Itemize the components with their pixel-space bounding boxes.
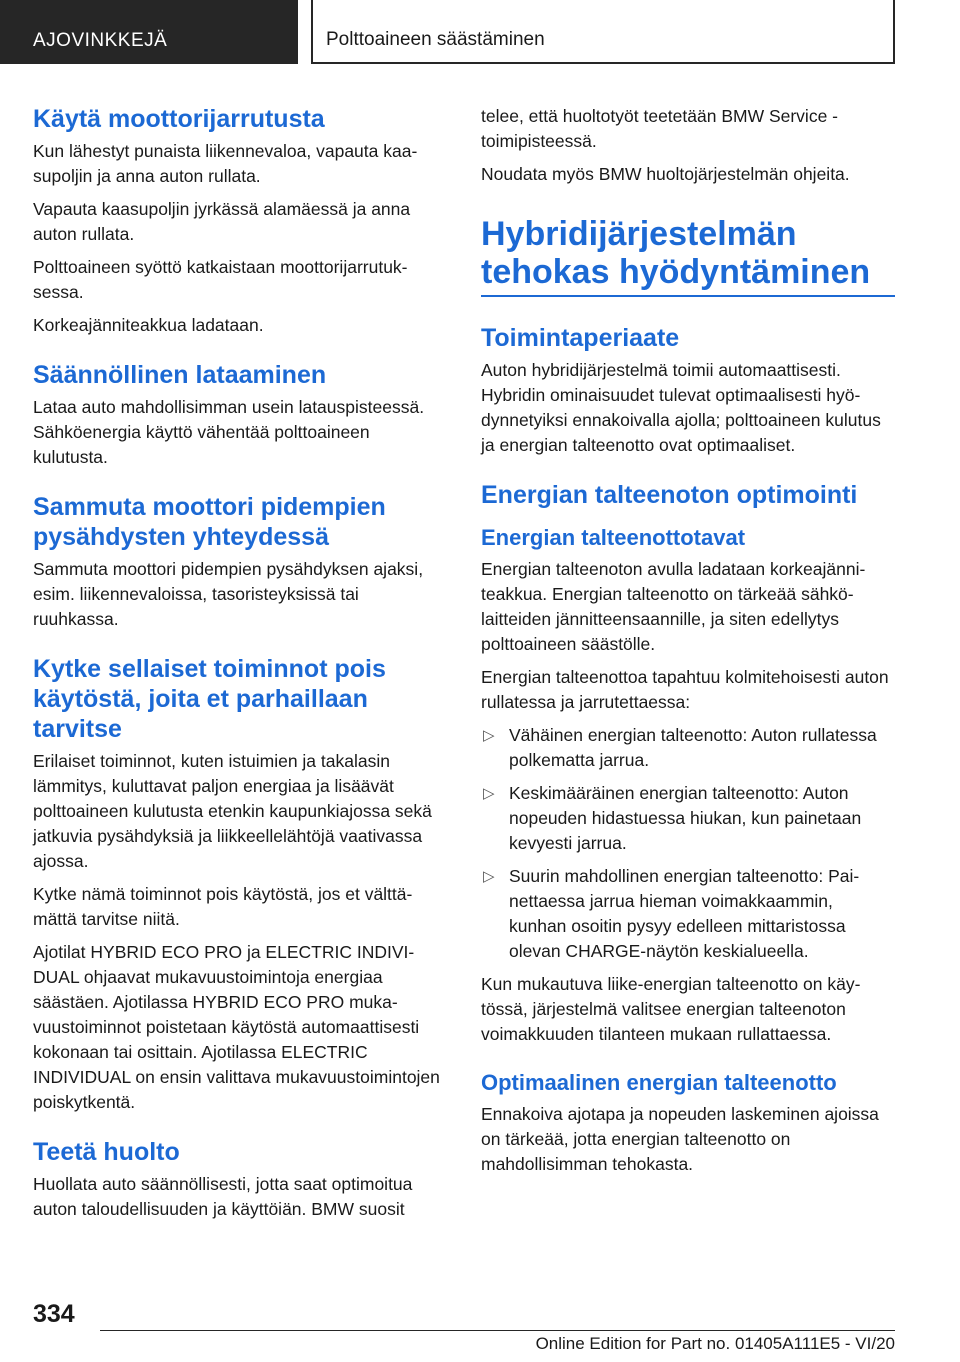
triangle-bullet-icon: ▷ [483, 785, 495, 802]
paragraph: Erilaiset toiminnot, kuten istuimien ja takalasin lämmitys, kuluttavat paljon energiaa ja lisäävät polttoaineen kulutusta etenkin kaupunkiajossa sekä jatkuvia pysähdyksiä ja liikkeellelähtöjä vaativassa ajossa. [33, 751, 432, 871]
edition-text: Online Edition for Part no. 01405A111E5 - VI/20 [535, 1334, 895, 1353]
paragraph: Vapauta kaasupoljin jyrkässä alamäessä ja anna auton rullata. [33, 199, 411, 244]
chapter-divider [481, 295, 895, 297]
section-tab: AJOVINKKEJÄ [0, 0, 298, 64]
paragraph: Kytke nämä toiminnot pois käytöstä, jos et välttämättä tarvitse niitä. [33, 884, 413, 929]
paragraph: Noudata myös BMW huoltojärjestelmän ohjeita. [481, 164, 850, 184]
paragraph: Polttoaineen syöttö katkaistaan moottorijarrutuksessa. [33, 257, 408, 302]
heading-engine-braking: Käytä moottorijarrutusta [33, 105, 325, 133]
paragraph: Korkeajänniteakkua ladataan. [33, 315, 264, 335]
paragraph: telee, että huoltotyöt teetetään BMW Service -toimipisteessä. [481, 106, 838, 151]
page-number: 334 [33, 1300, 75, 1328]
heading-regular-charging: Säännöllinen lataaminen [33, 361, 327, 389]
paragraph: Energian talteenoton avulla ladataan korkeajänniteakkua. Energian talteenotto on tärkeää sähkölaitteiden jännitteensaannille, ja siten edellytys polttoaineen säästölle. [481, 559, 866, 654]
header-title: Polttoaineen säästäminen [311, 0, 895, 64]
triangle-bullet-icon: ▷ [483, 727, 495, 744]
triangle-bullet-icon: ▷ [483, 868, 495, 885]
list-item: ▷ Keskimääräinen energian talteenotto: Auton nopeuden hidastuessa hiukan, kun painetaan kevyesti jarrua. [483, 783, 862, 853]
heading-energy-recovery-optimization: Energian talteenoton optimointi [481, 481, 858, 509]
paragraph: Auton hybridijärjestelmä toimii automaattisesti. Hybridin ominaisuudet tulevat optimaalisesti hyödynnetyiksi ennakoivalla ajolla; polttoaineen kulutus ja energian talteenotto ovat optimaaliset. [481, 360, 881, 455]
heading-operating-principle: Toimintaperiaate [481, 324, 680, 352]
paragraph: Lataa auto mahdollisimman usein latauspisteessä. Sähköenergia käyttö vähentää polttoaineen kulutusta. [33, 397, 425, 467]
list-item: ▷ Suurin mahdollinen energian talteenotto: Painettaessa jarrua hieman voimakkaammin, kunhan osoitin pysyy edelleen mittaristossa olevan CHARGE-näytön keskialueella. [483, 866, 860, 961]
list-item: ▷ Vähäinen energian talteenotto: Auton rullatessa polkematta jarrua. [483, 725, 877, 770]
paragraph: Huollata auto säännöllisesti, jotta saat optimoitua auton taloudellisuuden ja käyttöiän. BMW suosit [33, 1174, 413, 1219]
heading-switch-off-functions: Kytke sellaiset toiminnot pois käytöstä, joita et parhaillaan tarvitse [33, 655, 386, 743]
page-header [0, 0, 960, 66]
paragraph: Kun mukautuva liike-energian talteenotto on käytössä, järjestelmä valitsee energian talteenoton voimakkuuden tilanteen mukaan rullattaessa. [481, 974, 861, 1044]
paragraph: Kun lähestyt punaista liikennevaloa, vapauta kaasupoljin ja anna auton rullata. [33, 141, 418, 186]
right-column [481, 104, 895, 1185]
chapter-title: Hybridijärjestelmän tehokas hyödyntäminen [481, 215, 871, 291]
heading-energy-recovery-modes: Energian talteenottotavat [481, 525, 746, 550]
heading-engine-off: Sammuta moottori pidempien pysähdysten yhteydessä [33, 493, 386, 551]
recovery-list [481, 723, 895, 964]
heading-service: Teetä huolto [33, 1138, 180, 1166]
paragraph: Ennakoiva ajotapa ja nopeuden laskeminen ajoissa on tärkeää, jotta energian talteenotto on mahdollisimman tehokasta. [481, 1104, 879, 1174]
paragraph: Sammuta moottori pidempien pysähdyksen ajaksi, esim. liikennevaloissa, tasoristeyksissä tai ruuhkassa. [33, 559, 424, 629]
paragraph: Energian talteenottoa tapahtuu kolmitehoisesti auton rullatessa ja jarrutettaessa: [481, 667, 889, 712]
paragraph: Ajotilat HYBRID ECO PRO ja ELECTRIC INDIVIDUAL ohjaavat mukavuustoimintoja energiaa säästäen. Ajotilassa HYBRID ECO PRO mukavuustoiminnot poistetaan käytöstä automaattisesti kokonaan tai osittain. Ajotilassa ELECTRIC INDIVIDUAL on ensin valittava mukavuustoimintojen poiskytkentä. [33, 942, 440, 1112]
heading-optimal-recovery: Optimaalinen energian talteenotto [481, 1070, 837, 1095]
footer-divider [100, 1330, 895, 1331]
left-column [33, 104, 447, 1230]
